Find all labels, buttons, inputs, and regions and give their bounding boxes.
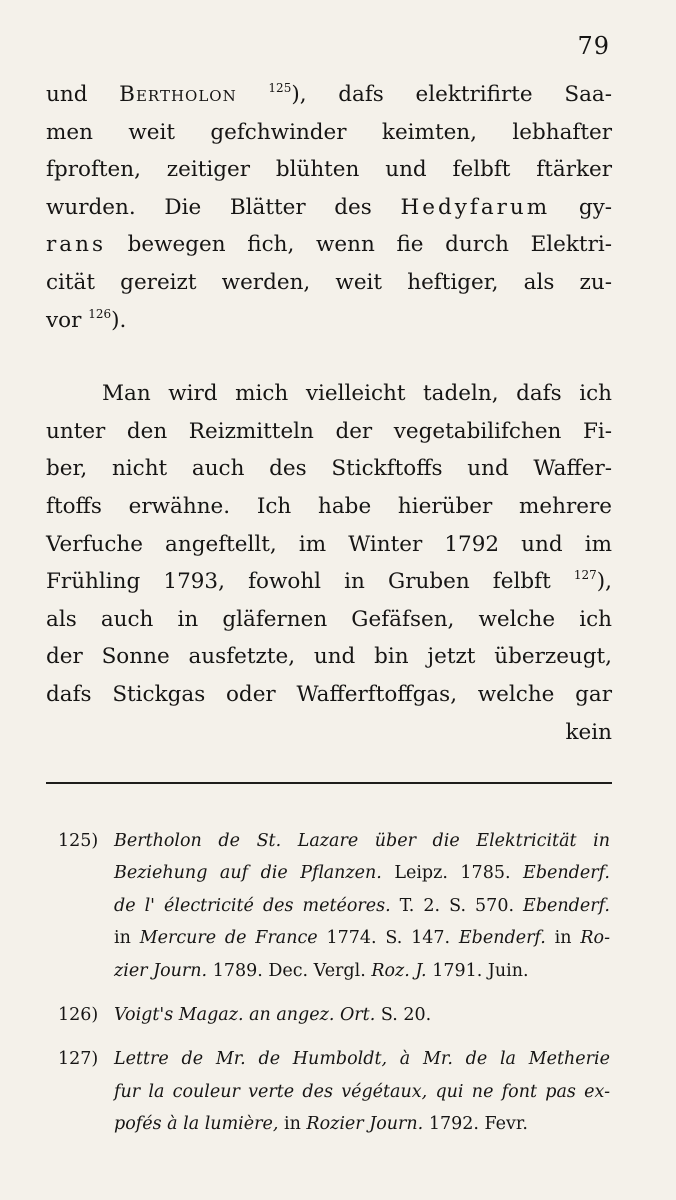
text-run: unter den Reizmitteln der vegetabilifchen Fi- xyxy=(46,418,612,444)
citation-title: Mercure de France xyxy=(139,928,318,949)
footnote-rule xyxy=(46,782,612,784)
text-run: dafs Stickgas oder Wafferftoffgas, welche gar xyxy=(46,681,612,707)
text-line xyxy=(46,601,612,639)
citation-title: Ebenderf. xyxy=(523,863,610,884)
paragraph-gap xyxy=(46,339,612,375)
citation-title: Voigt's Magaz. an angez. Ort. xyxy=(114,1005,376,1026)
text-run: wurden. Die Blätter des xyxy=(46,194,401,220)
citation-title: Lettre de Mr. de Humboldt, à Mr. de la Metherie xyxy=(114,1049,610,1070)
citation-title: fur la couleur verte des végétaux, qui ne font pas ex- xyxy=(114,1081,610,1102)
text-run: men weit gefchwinder keimten, lebhafter xyxy=(46,119,612,145)
footnote-125 xyxy=(58,825,610,987)
text-run: ), dafs elektrifirte Saa- xyxy=(291,82,612,107)
footnote-127 xyxy=(58,1043,610,1140)
text-run: in xyxy=(278,1114,307,1135)
citation-title: zier Journ. xyxy=(114,960,208,981)
paragraph-1 xyxy=(46,76,612,339)
footnote-line xyxy=(58,999,610,1031)
citation-title: Rozier Journ. xyxy=(306,1114,424,1135)
footnotes xyxy=(58,825,610,1153)
footnote-line xyxy=(58,922,610,954)
text-run: ber, nicht auch des Stickftoffs und Waffer- xyxy=(46,456,612,482)
footnote-number: 127) xyxy=(58,1049,99,1070)
citation-title: Ro- xyxy=(580,928,610,949)
footnote-line xyxy=(58,1043,610,1075)
text-line xyxy=(46,526,612,564)
text-line xyxy=(46,450,612,488)
text-run: als auch in gläfernen Gefäfsen, welche ich xyxy=(46,606,612,632)
text-line xyxy=(46,413,612,451)
spaced-term: rans xyxy=(46,232,106,258)
footnote-marker: 126 xyxy=(88,306,112,321)
citation-title: Ebenderf. xyxy=(458,928,546,949)
text-line xyxy=(46,302,612,340)
text-line xyxy=(46,563,612,601)
text-run: 1791. Juin. xyxy=(426,960,529,981)
text-line xyxy=(46,189,612,227)
text-line xyxy=(46,114,612,152)
text-run: Man wird mich vielleicht tadeln, dafs ich xyxy=(102,381,612,407)
citation-title: Roz. J. xyxy=(371,960,427,981)
text-run: ), xyxy=(596,569,612,595)
text-line xyxy=(46,76,612,114)
footnote-marker: 125 xyxy=(268,81,292,95)
text-run: in xyxy=(545,928,581,949)
citation-title: Beziehung auf die Pflanzen. xyxy=(114,863,382,884)
text-run: T. 2. S. 570. xyxy=(390,895,524,916)
footnote-line xyxy=(58,825,610,857)
citation-title: Ebenderf. xyxy=(523,895,610,916)
footnote-number: 125) xyxy=(58,831,99,851)
main-text xyxy=(46,76,612,751)
text-run: bewegen fich, wenn fie durch Elektri- xyxy=(105,232,612,258)
text-line xyxy=(46,676,612,714)
text-line xyxy=(46,714,612,752)
text-run: in xyxy=(114,928,140,949)
page-number: 79 xyxy=(577,32,610,60)
text-run: Verfuche angeftellt, im Winter 1792 und im xyxy=(46,531,612,557)
text-run: 1774. S. 147. xyxy=(317,928,459,949)
citation-title: Bertholon de St. Lazare über die Elektricität in xyxy=(114,831,610,851)
text-run: S. 20. xyxy=(375,1005,432,1026)
text-run: der Sonne ausfetzte, und bin jetzt überzeugt, xyxy=(46,644,612,670)
footnote-line xyxy=(58,955,610,987)
text-run: 1792. Fevr. xyxy=(423,1114,528,1135)
text-run: cität gereizt werden, weit heftiger, als zu- xyxy=(46,269,612,295)
text-line xyxy=(46,488,612,526)
text-run: 1789. Dec. Vergl. xyxy=(207,960,372,981)
text-line xyxy=(46,638,612,676)
text-run: fproften, zeitiger blühten und felbft ftärker xyxy=(46,157,612,183)
footnote-line xyxy=(58,1076,610,1108)
footnote-line xyxy=(58,857,610,889)
author-name: Bertholon xyxy=(119,82,237,107)
text-line xyxy=(46,151,612,189)
text-line xyxy=(46,264,612,302)
footnote-number: 126) xyxy=(58,1005,99,1026)
footnote-marker: 127 xyxy=(573,568,597,583)
text-run: kein xyxy=(565,719,612,745)
text-run: Frühling 1793, fowohl in Gruben felbft xyxy=(46,569,574,595)
text-run: Leipz. 1785. xyxy=(381,863,524,884)
text-run xyxy=(237,82,269,107)
text-run: vor xyxy=(46,307,89,333)
text-line xyxy=(46,375,612,413)
paragraph-2 xyxy=(46,375,612,751)
text-line xyxy=(46,226,612,264)
text-run: ftoffs erwähne. Ich habe hierüber mehrere xyxy=(46,493,612,519)
spaced-term: Hedyfarum xyxy=(400,194,551,220)
citation-title: de l' électricité des metéores. xyxy=(114,895,391,916)
text-run: und xyxy=(46,82,120,107)
text-run: gy- xyxy=(550,194,612,220)
citation-title: pofés à la lumière, xyxy=(114,1114,279,1135)
footnote-line xyxy=(58,890,610,922)
footnote-line xyxy=(58,1108,610,1140)
footnote-126 xyxy=(58,999,610,1031)
text-run: ). xyxy=(111,307,127,333)
